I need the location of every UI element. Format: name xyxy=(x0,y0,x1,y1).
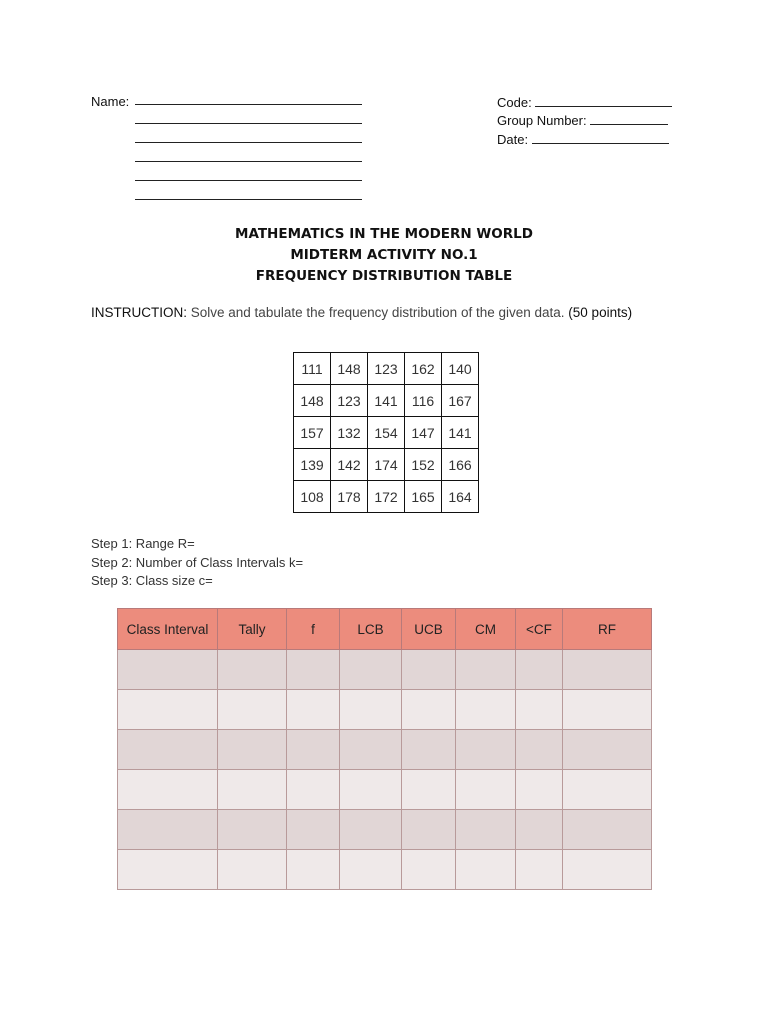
group-number-label: Group Number: xyxy=(497,113,587,128)
data-row xyxy=(294,481,479,513)
code-blank[interactable] xyxy=(535,94,672,107)
answer-cell[interactable] xyxy=(402,730,456,770)
name-blank-6[interactable] xyxy=(135,187,362,200)
answer-cell[interactable] xyxy=(218,810,287,850)
answer-cell[interactable] xyxy=(218,770,287,810)
col-ucb: UCB xyxy=(402,609,456,650)
answer-cell[interactable] xyxy=(118,810,218,850)
col-f: f xyxy=(287,609,340,650)
name-blank-2[interactable] xyxy=(135,111,362,124)
answer-cell[interactable] xyxy=(287,690,340,730)
data-cell: 132 xyxy=(331,417,368,449)
answer-cell[interactable] xyxy=(287,650,340,690)
table-row xyxy=(118,850,652,890)
answer-cell[interactable] xyxy=(340,810,402,850)
data-cell: 123 xyxy=(331,385,368,417)
answer-cell[interactable] xyxy=(516,810,563,850)
col-class-interval: Class Interval xyxy=(118,609,218,650)
col-cm: CM xyxy=(456,609,516,650)
step-class-size: Step 3: Class size c= xyxy=(91,573,213,588)
answer-cell[interactable] xyxy=(340,690,402,730)
answer-cell[interactable] xyxy=(340,850,402,890)
data-cell: 164 xyxy=(442,481,479,513)
table-row xyxy=(118,810,652,850)
answer-cell[interactable] xyxy=(563,650,652,690)
answer-cell[interactable] xyxy=(563,770,652,810)
col-cf: <CF xyxy=(516,609,563,650)
col-lcb: LCB xyxy=(340,609,402,650)
date-blank[interactable] xyxy=(532,131,669,144)
answer-cell[interactable] xyxy=(218,730,287,770)
data-cell: 172 xyxy=(368,481,405,513)
answer-cell[interactable] xyxy=(402,770,456,810)
name-label: Name: xyxy=(91,94,130,109)
frequency-distribution-table xyxy=(117,608,652,890)
data-cell: 111 xyxy=(294,353,331,385)
instruction-text: Solve and tabulate the frequency distribution of the given data. xyxy=(190,305,565,320)
name-lines xyxy=(135,92,362,200)
data-row xyxy=(294,449,479,481)
answer-cell[interactable] xyxy=(118,850,218,890)
date-field xyxy=(497,131,669,148)
name-blank-4[interactable] xyxy=(135,149,362,162)
steps xyxy=(91,535,303,591)
table-header-row xyxy=(118,609,652,650)
answer-cell[interactable] xyxy=(516,770,563,810)
answer-cell[interactable] xyxy=(456,690,516,730)
answer-cell[interactable] xyxy=(456,850,516,890)
data-cell: 157 xyxy=(294,417,331,449)
data-cell: 166 xyxy=(442,449,479,481)
answer-cell[interactable] xyxy=(340,650,402,690)
code-label: Code: xyxy=(497,95,532,110)
answer-cell[interactable] xyxy=(456,730,516,770)
table-body xyxy=(118,650,652,890)
data-cell: 116 xyxy=(405,385,442,417)
answer-cell[interactable] xyxy=(563,810,652,850)
answer-cell[interactable] xyxy=(287,850,340,890)
answer-cell[interactable] xyxy=(118,730,218,770)
document-titles xyxy=(0,224,768,287)
step-class-intervals: Step 2: Number of Class Intervals k= xyxy=(91,554,304,570)
answer-cell[interactable] xyxy=(218,850,287,890)
group-number-blank[interactable] xyxy=(590,112,668,125)
data-row xyxy=(294,353,479,385)
name-blank-5[interactable] xyxy=(135,168,362,181)
data-cell: 141 xyxy=(442,417,479,449)
data-cell: 178 xyxy=(331,481,368,513)
answer-cell[interactable] xyxy=(563,690,652,730)
answer-cell[interactable] xyxy=(287,810,340,850)
answer-cell[interactable] xyxy=(118,690,218,730)
instruction xyxy=(91,304,632,321)
title-activity: MIDTERM ACTIVITY NO.1 xyxy=(290,247,478,263)
table-row xyxy=(118,690,652,730)
answer-cell[interactable] xyxy=(516,690,563,730)
data-row xyxy=(294,417,479,449)
answer-cell[interactable] xyxy=(287,770,340,810)
col-rf: RF xyxy=(563,609,652,650)
raw-data-table xyxy=(293,352,479,513)
answer-cell[interactable] xyxy=(402,690,456,730)
answer-cell[interactable] xyxy=(402,810,456,850)
data-cell: 148 xyxy=(294,385,331,417)
data-cell: 167 xyxy=(442,385,479,417)
answer-cell[interactable] xyxy=(287,730,340,770)
answer-cell[interactable] xyxy=(402,850,456,890)
answer-cell[interactable] xyxy=(340,730,402,770)
answer-cell[interactable] xyxy=(516,650,563,690)
answer-cell[interactable] xyxy=(456,770,516,810)
data-cell: 148 xyxy=(331,353,368,385)
title-course: MATHEMATICS IN THE MODERN WORLD xyxy=(235,226,533,242)
data-cell: 142 xyxy=(331,449,368,481)
table-row xyxy=(118,770,652,810)
table-row xyxy=(118,730,652,770)
answer-cell[interactable] xyxy=(563,730,652,770)
answer-cell[interactable] xyxy=(340,770,402,810)
answer-cell[interactable] xyxy=(516,850,563,890)
answer-cell[interactable] xyxy=(563,850,652,890)
data-cell: 154 xyxy=(368,417,405,449)
answer-cell[interactable] xyxy=(218,650,287,690)
col-tally: Tally xyxy=(218,609,287,650)
answer-cell[interactable] xyxy=(118,770,218,810)
answer-cell[interactable] xyxy=(118,650,218,690)
instruction-points: (50 points) xyxy=(568,305,633,320)
data-cell: 147 xyxy=(405,417,442,449)
data-cell: 162 xyxy=(405,353,442,385)
answer-cell[interactable] xyxy=(456,810,516,850)
name-blank-1[interactable] xyxy=(135,92,362,105)
code-field xyxy=(497,94,672,111)
data-cell: 165 xyxy=(405,481,442,513)
table-row xyxy=(118,650,652,690)
data-row xyxy=(294,385,479,417)
data-cell: 123 xyxy=(368,353,405,385)
title-topic: FREQUENCY DISTRIBUTION TABLE xyxy=(255,268,513,284)
date-label: Date: xyxy=(497,132,529,147)
instruction-label: INSTRUCTION: xyxy=(91,305,187,320)
data-cell: 152 xyxy=(405,449,442,481)
step-range: Step 1: Range R= xyxy=(91,536,195,551)
answer-cell[interactable] xyxy=(402,650,456,690)
data-cell: 141 xyxy=(368,385,405,417)
data-cell: 140 xyxy=(442,353,479,385)
answer-cell[interactable] xyxy=(218,690,287,730)
group-field xyxy=(497,112,668,129)
answer-cell[interactable] xyxy=(516,730,563,770)
data-cell: 139 xyxy=(294,449,331,481)
name-blank-3[interactable] xyxy=(135,130,362,143)
data-cell: 108 xyxy=(294,481,331,513)
answer-cell[interactable] xyxy=(456,650,516,690)
data-cell: 174 xyxy=(368,449,405,481)
